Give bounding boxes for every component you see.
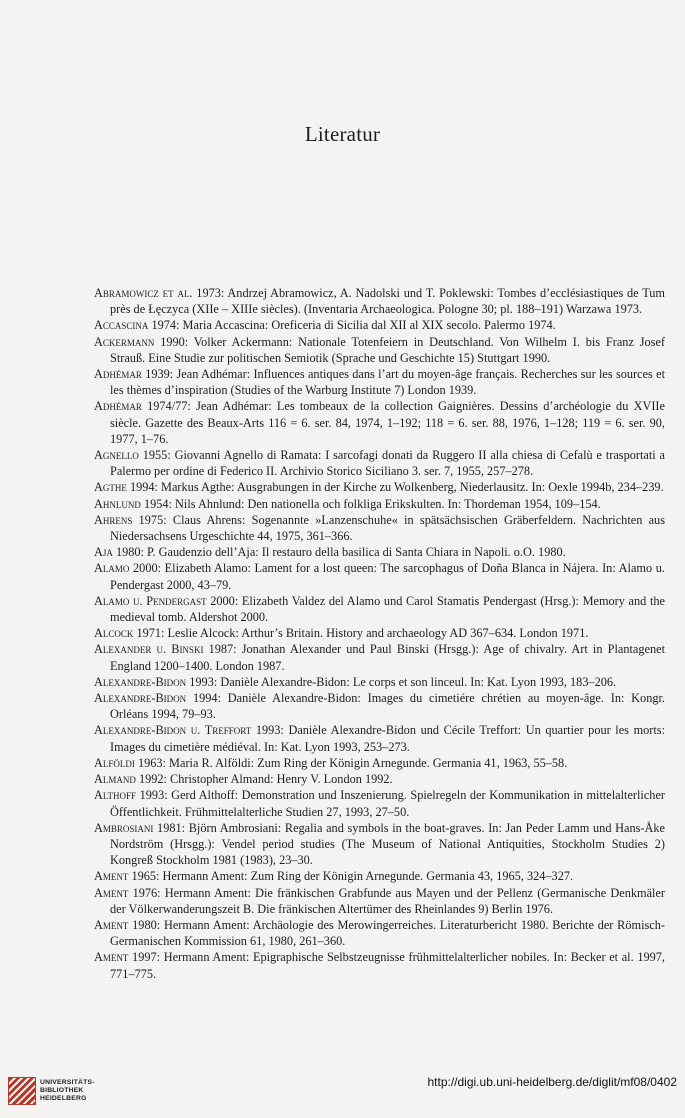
footer <box>0 1062 685 1118</box>
bibliography-entry <box>94 544 665 560</box>
bibliography-entry <box>94 771 665 787</box>
entry-key: Alamo u. Pendergast <box>94 593 207 608</box>
entry-text: 1954: Nils Ahnlund: Den nationella och folkliga Erikskulten. In: Thordeman 1954, 109–154. <box>140 496 601 511</box>
entry-text: 1987: Jonathan Alexander und Paul Binski (Hrsgg.): Age of chivalry. Art in Plantagenet England 1200–1400. London 1987. <box>110 642 665 673</box>
entry-text: 1993: Gerd Althoff: Demonstration und Inszenierung. Spielregeln der Kommunikation in mittelalterlicher Öffentlichkeit. Frühmittelalterliche Studien 27, 1993, 27–50. <box>110 788 665 819</box>
entry-key: Agnello <box>94 448 139 463</box>
entry-text: 1974: Maria Accascina: Oreficeria di Sicilia dal XII al XIX secolo. Palermo 1974. <box>148 318 556 333</box>
bibliography-entry <box>94 722 665 754</box>
bibliography-entry <box>94 674 665 690</box>
bibliography-list <box>94 285 665 982</box>
bibliography-entry <box>94 366 665 398</box>
entry-text: 2000: Elizabeth Valdez del Alamo und Carol Stamatis Pendergast (Hrsg.): Memory and the medieval tomb. Aldershot 2000. <box>110 593 665 625</box>
bibliography-entry <box>94 625 665 641</box>
entry-key: Agthe <box>94 480 127 495</box>
entry-text: 1994: Danièle Alexandre-Bidon: Images du cimetiére chrétien au moyen-âge. In: Kongr. Orléans 1994, 79–93. <box>110 691 665 722</box>
entry-text: 1965: Hermann Ament: Zum Ring der Königin Arnegunde. Germania 43, 1965, 324–327. <box>128 869 574 884</box>
bibliography-entry <box>94 641 665 673</box>
entry-key: Adhémar <box>94 367 142 382</box>
entry-text: 1976: Hermann Ament: Die fränkischen Grabfunde aus Mayen und der Pellenz (Germanische Denkmäler der Völkerwanderungszeit B. Die fränkischen Altertümer des Rheinlandes 9) Berlin 1976. <box>110 885 665 916</box>
library-logo-text: UNIVERSITÄTS- BIBLIOTHEK HEIDELBERG <box>40 1079 95 1102</box>
bibliography-entry <box>94 787 665 819</box>
entry-key: Ambrosiani <box>94 820 154 835</box>
entry-text: 1993: Danièle Alexandre-Bidon: Le corps et son linceul. In: Kat. Lyon 1993, 183–206. <box>186 674 617 689</box>
entry-key: Althoff <box>94 788 137 803</box>
entry-text: 1974/77: Jean Adhémar: Les tombeaux de la collection Gaignières. Dessins d’archéologie du XVIIe siècle. Gazette des Beaux-Arts 116 = 6. ser. 84, 1974, 1–192; 118 = 6. ser. 88, 1976, 1–128; 119 = 6. ser. 90, 1977, 1–76. <box>110 399 665 446</box>
entry-key: Alexandre-Bidon u. Treffort <box>94 723 252 738</box>
entry-key: Alcock <box>94 626 134 641</box>
bibliography-entry <box>94 690 665 722</box>
entry-text: 1955: Giovanni Agnello di Ramata: I sarcofagi donati da Ruggero II alla chiesa di Cefalù e trasportati a Palermo per ordine di Federico II. Archivio Storico Siciliano 3. ser. 7, 1955, 257–278. <box>110 448 665 479</box>
bibliography-entry <box>94 593 665 625</box>
entry-key: Alföldi <box>94 755 135 770</box>
entry-text: 1973: Andrzej Abramowicz, A. Nadolski und T. Poklewski: Tombes d’ecclésiastiques de Tum près de Łęczyca (XIIe – XIIIe siècles). (Inventaria Archaeologica. Pologne 30; pl. 188–191) Warzawa 1973. <box>110 286 665 317</box>
entry-key: Alamo <box>94 561 130 576</box>
bibliography-entry <box>94 917 665 949</box>
entry-key: Abramowicz et al. <box>94 286 193 300</box>
bibliography-entry <box>94 496 665 512</box>
entry-key: Ament <box>94 917 129 932</box>
library-logo[interactable] <box>8 1077 95 1105</box>
bibliography-entry <box>94 949 665 981</box>
bibliography-entry <box>94 334 665 366</box>
entry-text: 1994: Markus Agthe: Ausgrabungen in der Kirche zu Wolkenberg, Niederlausitz. In: Oexle 1994b, 234–239. <box>126 480 664 495</box>
bibliography-entry <box>94 447 665 479</box>
bibliography-entry <box>94 560 665 592</box>
entry-text: 2000: Elizabeth Alamo: Lament for a lost queen: The sarcophagus of Doña Blanca in Nájera. In: Alamo u. Pendergast 2000, 43–79. <box>110 561 665 592</box>
entry-text: 1981: Björn Ambrosiani: Regalia and symbols in the boat-graves. In: Jan Peder Lamm und Hans-Åke Nordström (Hrsgg.): Vendel period studies (The Museum of National Antiquities, Stockholm Studies 2) Kongreß Stockholm 1981 (1983), 23–30. <box>110 820 665 868</box>
entry-key: Ament <box>94 885 129 900</box>
bibliography-entry <box>94 317 665 333</box>
entry-key: Almand <box>94 772 136 787</box>
page-title: Literatur <box>304 122 381 146</box>
source-url[interactable]: http://digi.ub.uni-heidelberg.de/diglit/mf08/0402 <box>427 1075 677 1089</box>
bibliography-entry <box>94 398 665 447</box>
entry-text: 1997: Hermann Ament: Epigraphische Selbstzeugnisse frühmittelalterlicher nobiles. In: Becker et al. 1997, 771–775. <box>110 950 665 981</box>
bibliography-entry <box>94 885 665 917</box>
entry-text: 1992: Christopher Almand: Henry V. London 1992. <box>135 772 393 787</box>
entry-text: 1980: Hermann Ament: Archäologie des Merowingerreiches. Literaturbericht 1980. Berichte der Römisch-Germanischen Kommission 61, 1980, 261–360. <box>110 917 665 949</box>
entry-key: Adhémar <box>94 399 142 414</box>
entry-text: 1971: Leslie Alcock: Arthur’s Britain. History and archaeology AD 367–634. London 1971. <box>133 626 589 641</box>
entry-key: Alexander u. Binski <box>94 642 204 657</box>
entry-key: Ackermann <box>94 334 155 349</box>
entry-key: Aja <box>94 545 113 560</box>
entry-key: Ament <box>94 950 129 965</box>
entry-text: 1993: Danièle Alexandre-Bidon und Cécile Treffort: Un quartier pour les morts: Images du cimetière médiéval. In: Kat. Lyon 1993, 253–273. <box>110 723 666 754</box>
entry-key: Ahnlund <box>94 496 141 511</box>
bibliography-entry <box>94 755 665 771</box>
entry-key: Alexandre-Bidon <box>94 674 187 689</box>
entry-key: Ahrens <box>94 512 133 527</box>
entry-key: Ament <box>94 869 129 884</box>
entry-key: Alexandre-Bidon <box>94 691 187 706</box>
bibliography-entry <box>94 512 665 544</box>
entry-text: 1975: Claus Ahrens: Sogenannte »Lanzenschuhe« in spätsächsischen Gräberfeldern. Nachrichten aus Niedersachsens Urgeschichte 44, 1975, 361–366. <box>110 512 665 544</box>
library-seal-icon <box>8 1077 36 1105</box>
entry-text: 1990: Volker Ackermann: Nationale Totenfeiern in Deutschland. Von Wilhelm I. bis Franz Josef Strauß. Eine Studie zur politischen Semiotik (Sprache und Geschichte 15) Stuttgart 1990. <box>110 334 665 365</box>
entry-text: 1980: P. Gaudenzio dell’Aja: Il restauro della basilica di Santa Chiara in Napoli. o.O. 1980. <box>112 545 566 560</box>
entry-text: 1963: Maria R. Alföldi: Zum Ring der Königin Arnegunde. Germania 41, 1963, 55–58. <box>134 755 568 770</box>
bibliography-entry <box>94 868 665 884</box>
bibliography-entry <box>94 285 665 317</box>
bibliography-entry <box>94 479 665 495</box>
entry-text: 1939: Jean Adhémar: Influences antiques dans l’art du moyen-âge français. Recherches sur les sources et les thèmes d’inspiration (Studies of the Warburg Institute 7) London 1939. <box>110 367 665 398</box>
bibliography-entry <box>94 820 665 869</box>
entry-key: Accascina <box>94 318 149 333</box>
